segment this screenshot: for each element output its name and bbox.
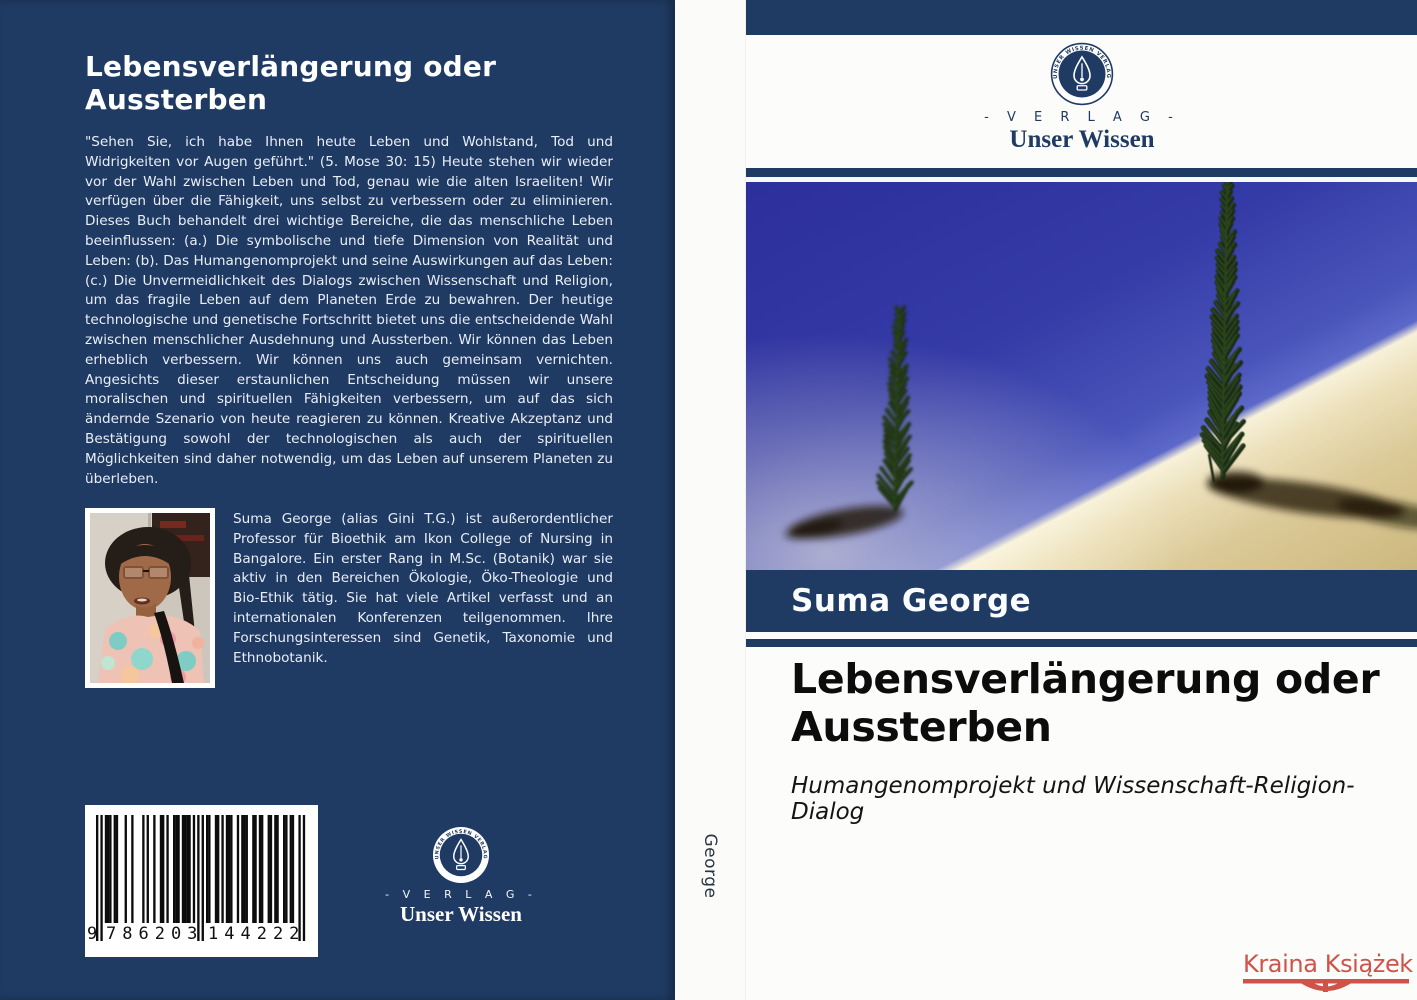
barcode-digit-group: 786203 bbox=[106, 924, 204, 944]
back-cover-title: Lebensverlängerung oder Aussterben bbox=[85, 50, 497, 116]
author-name-bar bbox=[746, 570, 1417, 632]
front-subtitle: Humangenomprojekt und Wissenschaft-Religion-Dialog bbox=[791, 773, 1355, 825]
author-section bbox=[85, 508, 613, 688]
barcode-digit-group: 9 bbox=[87, 924, 98, 944]
separator-line bbox=[746, 639, 1417, 647]
publisher-logo-front bbox=[982, 42, 1182, 154]
back-cover bbox=[0, 0, 675, 1000]
desert-plants-illustration bbox=[746, 182, 1417, 570]
author-bio: Suma George (alias Gini T.G.) ist außerordentlicher Professor für Bioethik am Ikon College of Nursing in Bangalore. Ein erster Rang in M.Sc. (Botanik) war sie aktiv in den Bereichen Ökologie, Öko-Theologie und Bio-Ethik tätig. Sie hat viele Artikel verfasst und an internationalen Konferenzen teilgenommen. Ihre Forschungsinteressen sind Genetik, Taxonomie und Ethnobotanik. bbox=[233, 511, 613, 666]
publisher-ring-text: UNSER WISSEN VERLAG bbox=[435, 829, 487, 860]
small-plant-icon bbox=[877, 306, 912, 510]
barcode-digit-group: 144222 bbox=[208, 924, 306, 944]
cover-photo bbox=[746, 182, 1417, 570]
author-portrait-illustration bbox=[90, 513, 210, 683]
title-block bbox=[791, 655, 1391, 825]
retailer-watermark bbox=[1243, 951, 1413, 994]
publisher-name: Unser Wissen bbox=[1009, 126, 1155, 153]
verlag-label: - V E R L A G - bbox=[385, 888, 537, 901]
publisher-name: Unser Wissen bbox=[400, 902, 522, 926]
author-photo bbox=[85, 508, 215, 688]
back-cover-description: "Sehen Sie, ich habe Ihnen heute Leben und Wohlstand, Tod und Widrigkeiten vor Augen geführt." (5. Mose 30: 15) Heute stehen wir wieder vor der Wahl zwischen Leben und Tod, genau wie die alten Israeliten! Wir verfügen über die Fähigkeit, uns selbst zu verbessern oder zu eliminieren. Dieses Buch behandelt drei wichtige Bereiche, die das menschliche Leben beeinflussen: (a.) Die symbolische und tiefe Dimension von Realität und Leben: (b). Das Humangenomprojekt und seine Auswirkungen auf das Leben: (c.) Die Unvermeidlichkeit des Dialogs zwischen Wissenschaft und Religion, um das fragile Leben auf dem Planeten Erde zu bewahren. Der heutige technologische und genetische Fortschritt bietet uns die entscheidende Wahl zwischen menschlicher Ausdehnung und Aussterben. Wir können das Leben erheblich verbessern. Wir können uns auch gemeinsam vernichten. Angesichts dieser erstaunlichen Entscheidung müssen wir unsere moralischen und spirituellen Fähigkeiten verbessern, um auf das sich ändernde Szenario von heute reagieren zu können. Kreative Akzeptanz und Bestätigung sowohl der technologischen als auch der spirituellen Möglichkeiten sind daher notwendig, um das Leben auf unserem Planeten zu überleben. bbox=[85, 134, 613, 487]
photo-frame-line bbox=[746, 168, 1417, 177]
front-cover bbox=[745, 0, 1417, 1000]
front-author-name: Suma George bbox=[791, 583, 1032, 619]
publisher-emblem-icon bbox=[1050, 42, 1114, 106]
barcode-number bbox=[85, 924, 318, 950]
barcode bbox=[85, 805, 318, 957]
spine-author: George bbox=[700, 833, 720, 899]
front-top-bar bbox=[746, 0, 1417, 35]
front-title: Lebensverlängerung oder Aussterben bbox=[791, 655, 1380, 751]
open-book-icon bbox=[1243, 979, 1409, 994]
spine bbox=[675, 0, 745, 1000]
verlag-label: - V E R L A G - bbox=[984, 110, 1180, 125]
watermark-text: Kraina Książek bbox=[1243, 950, 1413, 978]
publisher-ring-text: UNSER WISSEN VERLAG bbox=[1052, 45, 1112, 79]
publisher-emblem-icon bbox=[432, 826, 490, 884]
large-plant-icon bbox=[1201, 182, 1243, 477]
publisher-logo-back bbox=[361, 826, 561, 927]
